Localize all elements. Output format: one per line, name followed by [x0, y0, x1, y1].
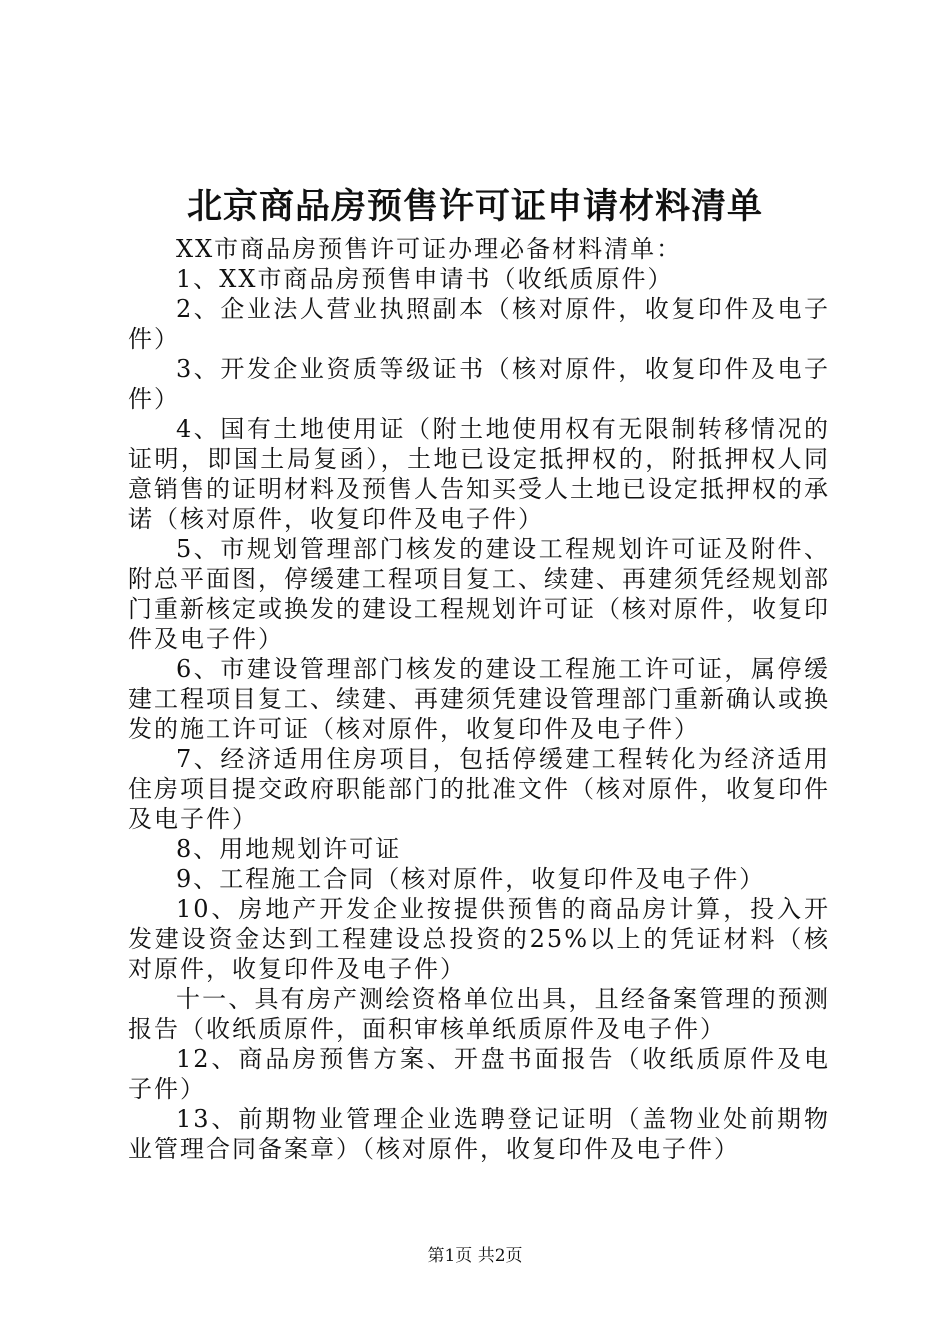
paragraph-item-4: 4、国有土地使用证（附土地使用权有无限制转移情况的证明，即国土局复函），土地已设定抵押权的，附抵押权人同意销售的证明材料及预售人告知买受人土地已设定抵押权的承诺（核对原件，收复印件及电子件） [128, 415, 830, 533]
paragraph-item-5: 5、市规划管理部门核发的建设工程规划许可证及附件、附总平面图，停缓建工程项目复工、续建、再建须凭经规划部门重新核定或换发的建设工程规划许可证（核对原件，收复印件及电子件） [128, 535, 830, 653]
paragraph-intro: XX市商品房预售许可证办理必备材料清单： [176, 235, 683, 263]
paragraph-item-3: 3、开发企业资质等级证书（核对原件，收复印件及电子件） [128, 355, 830, 413]
paragraph-item-2: 2、企业法人营业执照副本（核对原件，收复印件及电子件） [128, 295, 830, 353]
paragraph-item-11: 十一、具有房产测绘资格单位出具，且经备案管理的预测报告（收纸质原件，面积审核单纸质原件及电子件） [128, 985, 830, 1043]
paragraph-item-12: 12、商品房预售方案、开盘书面报告（收纸质原件及电子件） [128, 1045, 830, 1103]
paragraph-item-7: 7、经济适用住房项目，包括停缓建工程转化为经济适用住房项目提交政府职能部门的批准文件（核对原件，收复印件及电子件） [128, 745, 830, 833]
paragraph-item-9: 9、工程施工合同（核对原件，收复印件及电子件） [176, 865, 766, 893]
document-body [128, 234, 830, 1164]
page-footer: 第1页 共2页 [427, 1246, 523, 1266]
paragraph-item-10: 10、房地产开发企业按提供预售的商品房计算，投入开发建设资金达到工程建设总投资的25%以上的凭证材料（核对原件，收复印件及电子件） [128, 895, 830, 983]
paragraph-item-6: 6、市建设管理部门核发的建设工程施工许可证，属停缓建工程项目复工、续建、再建须凭建设管理部门重新确认或换发的施工许可证（核对原件，收复印件及电子件） [128, 655, 830, 743]
paragraph-item-8: 8、用地规划许可证 [176, 835, 402, 863]
document-title: 北京商品房预售许可证申请材料清单 [186, 186, 763, 227]
paragraph-item-1: 1、XX市商品房预售申请书（收纸质原件） [176, 265, 674, 293]
paragraph-item-13: 13、前期物业管理企业选聘登记证明（盖物业处前期物业管理合同备案章）（核对原件，收复印件及电子件） [128, 1105, 830, 1163]
